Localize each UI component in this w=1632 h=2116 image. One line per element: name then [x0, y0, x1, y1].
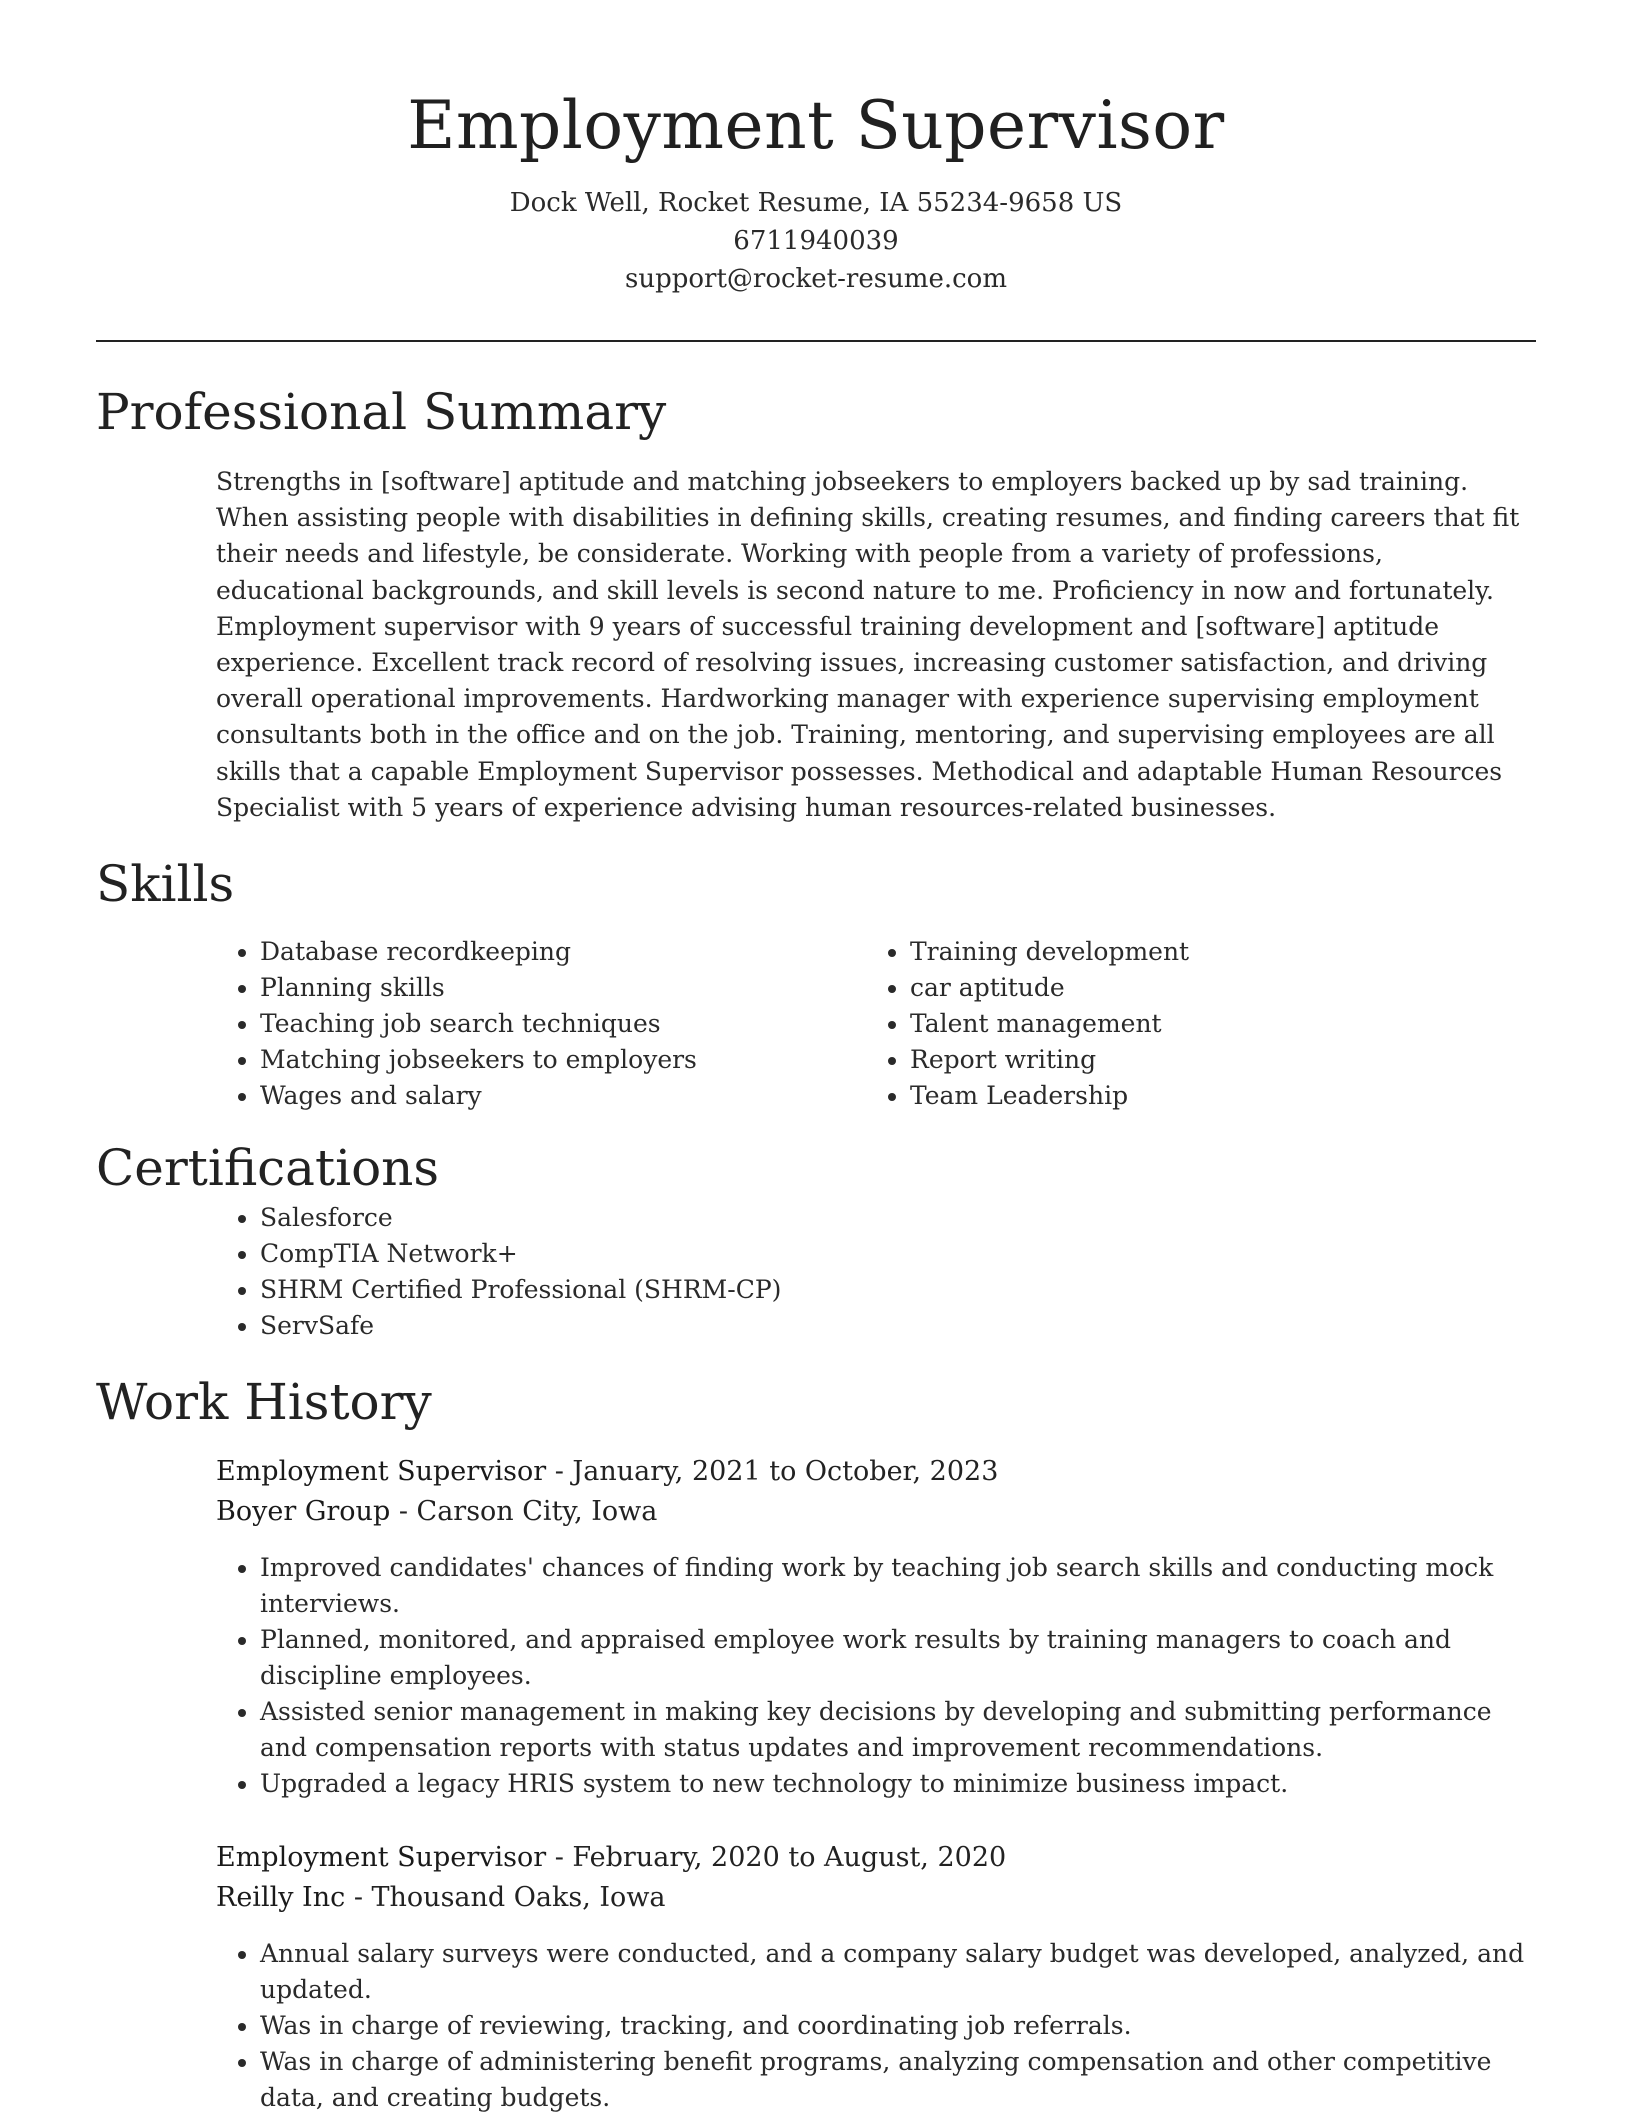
skill-item: • car aptitude: [910, 970, 1189, 1006]
job-company: Reilly Inc: [216, 1882, 346, 1914]
email: support@rocket-resume.com: [624, 264, 1007, 294]
skill-item: • Database recordkeeping: [260, 934, 866, 970]
header-divider: [96, 340, 1536, 342]
skill-item: • Report writing: [910, 1042, 1189, 1078]
certification-item: • SHRM Certified Professional (SHRM-CP): [260, 1272, 1536, 1308]
job-dates: January, 2021 to October, 2023: [572, 1456, 999, 1488]
skill-item: • Teaching job search techniques: [260, 1006, 866, 1042]
job-duties: [216, 1936, 1536, 2116]
resume-header: [96, 0, 1536, 298]
job-company-line: Reilly Inc - Thousand Oaks, Iowa: [216, 1882, 666, 1914]
job-location: Thousand Oaks, Iowa: [371, 1882, 666, 1914]
skills-column-left: [216, 934, 866, 1114]
skill-item: • Training development: [910, 934, 1189, 970]
job-duties: [216, 1550, 1536, 1802]
job-role: Employment Supervisor: [216, 1842, 547, 1874]
candidate-name: Employment Supervisor: [407, 87, 1225, 164]
job-company: Boyer Group: [216, 1496, 391, 1528]
job-dates: February, 2020 to August, 2020: [572, 1842, 1007, 1874]
job-company-line: Boyer Group - Carson City, Iowa: [216, 1496, 658, 1528]
work-history-heading: Work History: [96, 1373, 432, 1432]
certification-item: • ServSafe: [260, 1308, 1536, 1344]
summary-text: Strengths in [software] aptitude and matching jobseekers to employers backed up by sad training. When assisting people with disabilities in defining skills, creating resumes, and finding careers that fit their needs and lifestyle, be considerate. Working with people from a variety of professions, educational backgrounds, and skill levels is second nature to me. Proficiency in now and fortunately. Employment supervisor with 9 years of successful training development and [software] aptitude experience. Excellent track record of resolving issues, increasing customer satisfaction, and driving overall operational improvements. Hardworking manager with experience supervising employment consultants both in the office and on the job. Training, mentoring, and supervising employees are all skills that a capable Employment Supervisor possesses. Methodical and adaptable Human Resources Specialist with 5 years of experience advising human resources-related businesses.: [216, 467, 1520, 822]
job-entry: [216, 1452, 1536, 1802]
duty-item: • Annual salary surveys were conducted, and a company salary budget was developed, analyzed, and updated.: [260, 1936, 1536, 2008]
job-title-line: Employment Supervisor - February, 2020 to August, 2020: [216, 1842, 1007, 1874]
phone: 6711940039: [733, 226, 899, 256]
duty-item: • Assisted senior management in making key decisions by developing and submitting performance and compensation reports with status updates and improvement recommendations.: [260, 1694, 1536, 1766]
skill-item: • Team Leadership: [910, 1078, 1189, 1114]
skill-item: • Wages and salary: [260, 1078, 866, 1114]
job-entry: [216, 1838, 1536, 2116]
duty-item: • Planned, monitored, and appraised employee work results by training managers to coach and discipline employees.: [260, 1622, 1536, 1694]
job-title-line: Employment Supervisor - January, 2021 to October, 2023: [216, 1456, 999, 1488]
summary-heading: Professional Summary: [96, 383, 667, 441]
certification-item: • Salesforce: [260, 1200, 1536, 1236]
skills-heading: Skills: [96, 855, 235, 914]
skill-item: • Matching jobseekers to employers: [260, 1042, 866, 1078]
duty-item: • Upgraded a legacy HRIS system to new technology to minimize business impact.: [260, 1766, 1536, 1802]
job-location: Carson City, Iowa: [416, 1496, 658, 1528]
job-role: Employment Supervisor: [216, 1456, 547, 1488]
duty-item: • Was in charge of administering benefit programs, analyzing compensation and other competitive data, and creating budgets.: [260, 2044, 1536, 2116]
certifications-heading: Certifications: [96, 1139, 440, 1198]
certifications-list: [216, 1200, 1536, 1344]
skills-list: [216, 934, 1536, 1114]
duty-item: • Was in charge of reviewing, tracking, and coordinating job referrals.: [260, 2008, 1536, 2044]
skill-item: • Planning skills: [260, 970, 866, 1006]
contact-block: [96, 184, 1536, 298]
duty-item: • Improved candidates' chances of finding work by teaching job search skills and conducting mock interviews.: [260, 1550, 1536, 1622]
skill-item: • Talent management: [910, 1006, 1189, 1042]
address: Dock Well, Rocket Resume, IA 55234-9658 US: [509, 188, 1123, 218]
skills-column-right: [866, 934, 1189, 1114]
certification-item: • CompTIA Network+: [260, 1236, 1536, 1272]
